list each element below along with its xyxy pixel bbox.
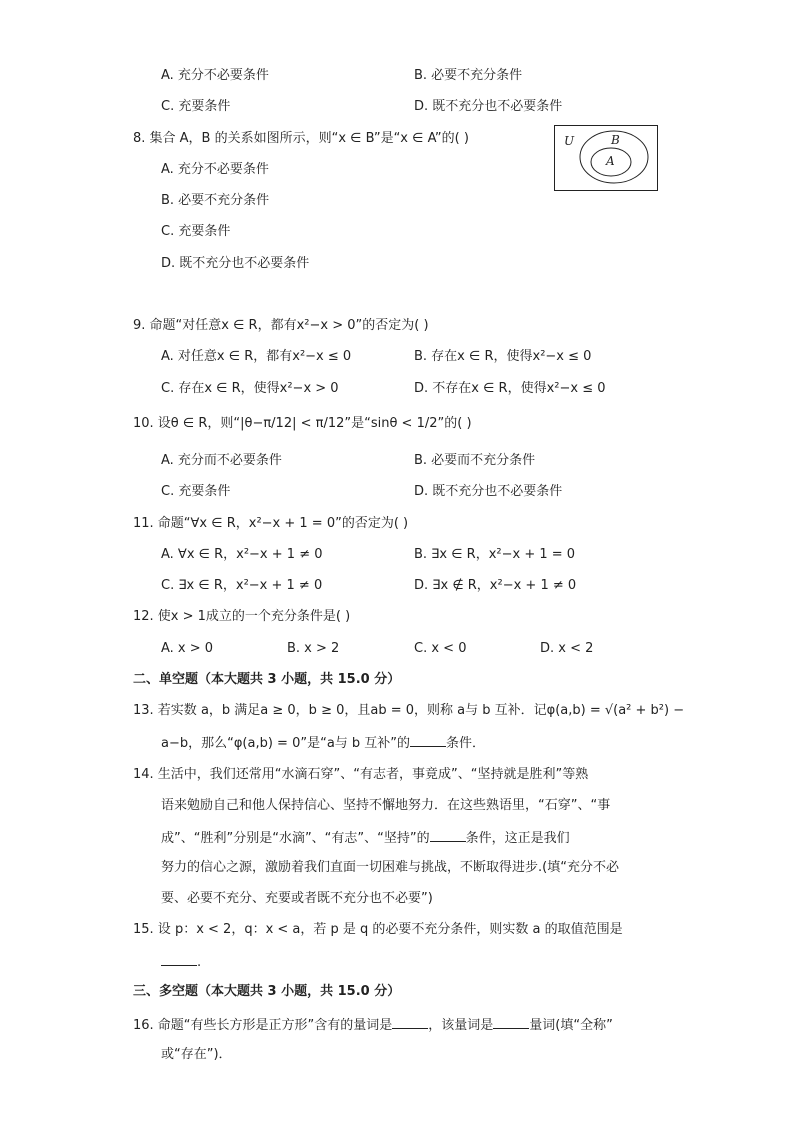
- q9-option-b: B. 存在x ∈ R，使得x²−x ≤ 0: [414, 349, 592, 364]
- question-14-line5: 要、必要不充分、充要或者既不充分也不必要”): [161, 891, 433, 906]
- question-14-tail: 条件，这正是我们: [465, 831, 570, 846]
- answer-blank[interactable]: [161, 953, 197, 966]
- question-12: 12. 使x > 1成立的一个充分条件是( ): [133, 609, 351, 624]
- question-11: 11. 命题“∀x ∈ R，x²−x + 1 = 0”的否定为( ): [133, 516, 409, 531]
- option-c: C. 充要条件: [161, 99, 231, 114]
- q12-option-b: B. x > 2: [287, 641, 340, 656]
- question-16-line1: [133, 1016, 613, 1034]
- question-8: 8. 集合 A，B 的关系如图所示，则“x ∈ B”是“x ∈ A”的( ): [133, 131, 469, 146]
- q11-option-b: B. ∃x ∈ R，x²−x + 1 = 0: [414, 547, 576, 562]
- answer-blank[interactable]: [410, 734, 446, 747]
- question-13-line2: [161, 734, 485, 752]
- question-9: 9. 命题“对任意x ∈ R，都有x²−x > 0”的否定为( ): [133, 318, 429, 333]
- q9-option-c: C. 存在x ∈ R，使得x²−x > 0: [161, 381, 339, 396]
- question-15-tail: .: [197, 955, 202, 970]
- q9-option-a: A. 对任意x ∈ R，都有x²−x ≤ 0: [161, 349, 352, 364]
- q11-option-c: C. ∃x ∈ R，x²−x + 1 ≠ 0: [161, 578, 323, 593]
- section-heading-3: 三、多空题（本大题共 3 小题，共 15.0 分）: [133, 984, 401, 999]
- option-b: B. 必要不充分条件: [414, 68, 523, 83]
- q9-option-d: D. 不存在x ∈ R，使得x²−x ≤ 0: [414, 381, 606, 396]
- question-14-text: 成”、“胜利”分别是“水滴”、“有志”、“坚持”的: [161, 831, 430, 846]
- venn-label-b: B: [611, 133, 620, 147]
- q12-option-c: C. x < 0: [414, 641, 467, 656]
- venn-label-u: U: [564, 134, 575, 148]
- venn-diagram: [554, 125, 658, 191]
- q10-option-d: D. 既不充分也不必要条件: [414, 484, 563, 499]
- answer-blank[interactable]: [493, 1016, 529, 1029]
- section-heading-2: 二、单空题（本大题共 3 小题，共 15.0 分）: [133, 672, 401, 687]
- q12-option-d: D. x < 2: [540, 641, 594, 656]
- question-14-line3: [161, 829, 570, 847]
- question-16-line2: 或“存在”)．: [161, 1047, 232, 1062]
- option-a: A. 充分不必要条件: [161, 68, 269, 83]
- answer-blank[interactable]: [392, 1016, 428, 1029]
- option-d: D. 既不充分也不必要条件: [414, 99, 563, 114]
- question-14-line1: 14. 生活中，我们还常用“水滴石穿”、“有志者，事竟成”、“坚持就是胜利”等熟: [133, 767, 589, 782]
- question-13-text: a−b，那么“φ(a,b) = 0”是“a与 b 互补”的: [161, 736, 411, 751]
- question-15-line2: [161, 953, 201, 971]
- q11-option-d: D. ∃x ∉ R，x²−x + 1 ≠ 0: [414, 578, 577, 593]
- q8-option-b: B. 必要不充分条件: [161, 193, 270, 208]
- question-10: 10. 设θ ∈ R，则“|θ−π/12| < π/12”是“sinθ < 1/2”的( ): [133, 416, 472, 431]
- q11-option-a: A. ∀x ∈ R，x²−x + 1 ≠ 0: [161, 547, 323, 562]
- question-14-line4: 努力的信心之源，激励着我们直面一切困难与挑战，不断取得进步.(填“充分不必: [161, 860, 619, 875]
- question-13-line1: 13. 若实数 a，b 满足a ≥ 0，b ≥ 0，且ab = 0，则称 a与 b 互补．记φ(a,b) = √(a² + b²) −: [133, 703, 685, 718]
- question-15-line1: 15. 设 p：x < 2，q：x < a，若 p 是 q 的必要不充分条件，则实数 a 的取值范围是: [133, 922, 623, 937]
- q12-option-a: A. x > 0: [161, 641, 214, 656]
- q10-option-a: A. 充分而不必要条件: [161, 453, 282, 468]
- q10-option-c: C. 充要条件: [161, 484, 231, 499]
- q8-option-d: D. 既不充分也不必要条件: [161, 256, 310, 271]
- question-16-tail: 量词(填“全称”: [529, 1018, 613, 1033]
- question-13-tail: 条件．: [446, 736, 486, 751]
- question-16-mid: ，该量词是: [428, 1018, 494, 1033]
- q10-option-b: B. 必要而不充分条件: [414, 453, 536, 468]
- question-14-line2: 语来勉励自己和他人保持信心、坚持不懈地努力．在这些熟语里，“石穿”、“事: [161, 798, 611, 813]
- venn-label-a: A: [606, 154, 615, 168]
- q8-option-c: C. 充要条件: [161, 224, 231, 239]
- q8-option-a: A. 充分不必要条件: [161, 162, 269, 177]
- question-16-text: 16. 命题“有些长方形是正方形”含有的量词是: [133, 1018, 393, 1033]
- answer-blank[interactable]: [430, 829, 466, 842]
